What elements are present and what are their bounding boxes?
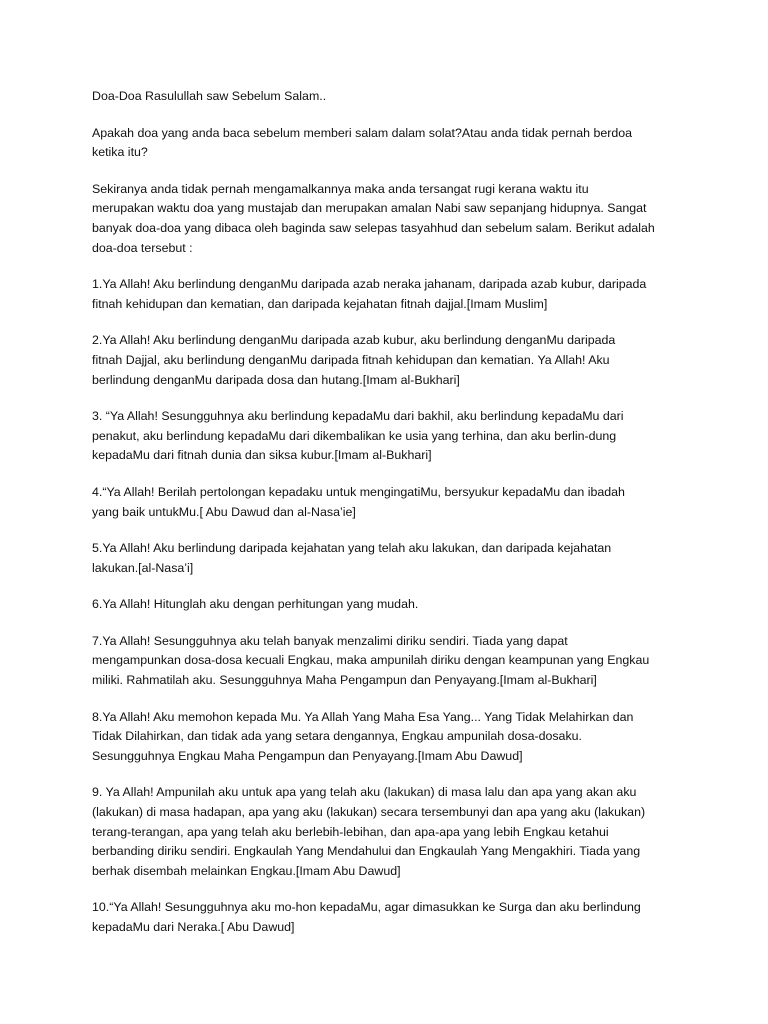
prayer-item: 3. “Ya Allah! Sesungguhnya aku berlindung kepadaMu dari bakhil, aku berlindung kepadaMu dari penakut, aku berlindung kepadaMu dari dikembalikan ke usia yang terhina, dan aku berlin-dung kepadaMu dari fitnah dunia dan siksa kubur.[Imam al-Bukhari] xyxy=(92,409,624,463)
prayer-item: 2.Ya Allah! Aku berlindung denganMu daripada azab kubur, aku berlindung denganMu daripada fitnah Dajjal, aku berlindung denganMu daripada fitnah kehidupan dan kematian. Ya Allah! Aku berlindung denganMu daripada dosa dan hutang.[Imam al-Bukhari] xyxy=(92,333,616,387)
prayer-item: 7.Ya Allah! Sesungguhnya aku telah banyak menzalimi diriku sendiri. Tiada yang dapat mengampunkan dosa-dosa kecuali Engkau, maka ampunilah diriku dengan keampunan yang Engkau miliki. Rahmatilah aku. Sesungguhnya Maha Pengampun dan Penyayang.[Imam al-Bukhari] xyxy=(92,633,650,688)
prayer-item: 1.Ya Allah! Aku berlindung denganMu daripada azab neraka jahanam, daripada azab kubur, daripada fitnah kehidupan dan kematian, dan daripada kejahatan fitnah dajjal.[Imam Muslim] xyxy=(92,277,647,311)
prayer-item: 6.Ya Allah! Hitunglah aku dengan perhitungan yang mudah. xyxy=(92,597,419,612)
prayer-item: 10.“Ya Allah! Sesungguhnya aku mo-hon kepadaMu, agar dimasukkan ke Surga dan aku berlindung kepadaMu dari Neraka.[ Abu Dawud] xyxy=(92,900,641,934)
document-page xyxy=(92,87,692,955)
intro-question: Apakah doa yang anda baca sebelum memberi salam dalam solat?Atau anda tidak pernah berdoa ketika itu? xyxy=(92,125,633,160)
prayer-item: 4.“Ya Allah! Berilah pertolongan kepadaku untuk mengingatiMu, bersyukur kepadaMu dan ibadah yang baik untukMu.[ Abu Dawud dan al-Nasa’ie] xyxy=(92,484,625,519)
document-title: Doa-Doa Rasulullah saw Sebelum Salam.. xyxy=(92,89,327,103)
prayer-item: 9. Ya Allah! Ampunilah aku untuk apa yang telah aku (lakukan) di masa lalu dan apa yang akan aku (lakukan) di masa hadapan, apa yang aku (lakukan) secara tersembunyi dan apa yang aku (lakukan) terang-terangan, apa yang telah aku berlebih-lebihan, dan apa-apa yang lebih Engkau ketahui berbanding diriku sendiri. Engkaulah Yang Mendahului dan Engkaulah Yang Mengakhiri. Tiada yang berhak disembah melainkan Engkau.[Imam Abu Dawud] xyxy=(92,785,646,878)
prayer-item: 8.Ya Allah! Aku memohon kepada Mu. Ya Allah Yang Maha Esa Yang... Yang Tidak Melahirkan dan Tidak Dilahirkan, dan tidak ada yang setara dengannya, Engkau ampunilah dosa-dosaku. Sesungguhnya Engkau Maha Pengampun dan Penyayang.[Imam Abu Dawud] xyxy=(92,709,634,763)
intro-paragraph: Sekiranya anda tidak pernah mengamalkannya maka anda tersangat rugi kerana waktu itu merupakan waktu doa yang mustajab dan merupakan amalan Nabi saw sepanjang hidupnya. Sangat banyak doa-doa yang dibaca oleh baginda saw selepas tasyahhud dan sebelum salam. Berikut adalah doa-doa tersebut : xyxy=(92,181,655,255)
prayer-item: 5.Ya Allah! Aku berlindung daripada kejahatan yang telah aku lakukan, dan daripada kejahatan lakukan.[al-Nasa’i] xyxy=(92,541,612,575)
